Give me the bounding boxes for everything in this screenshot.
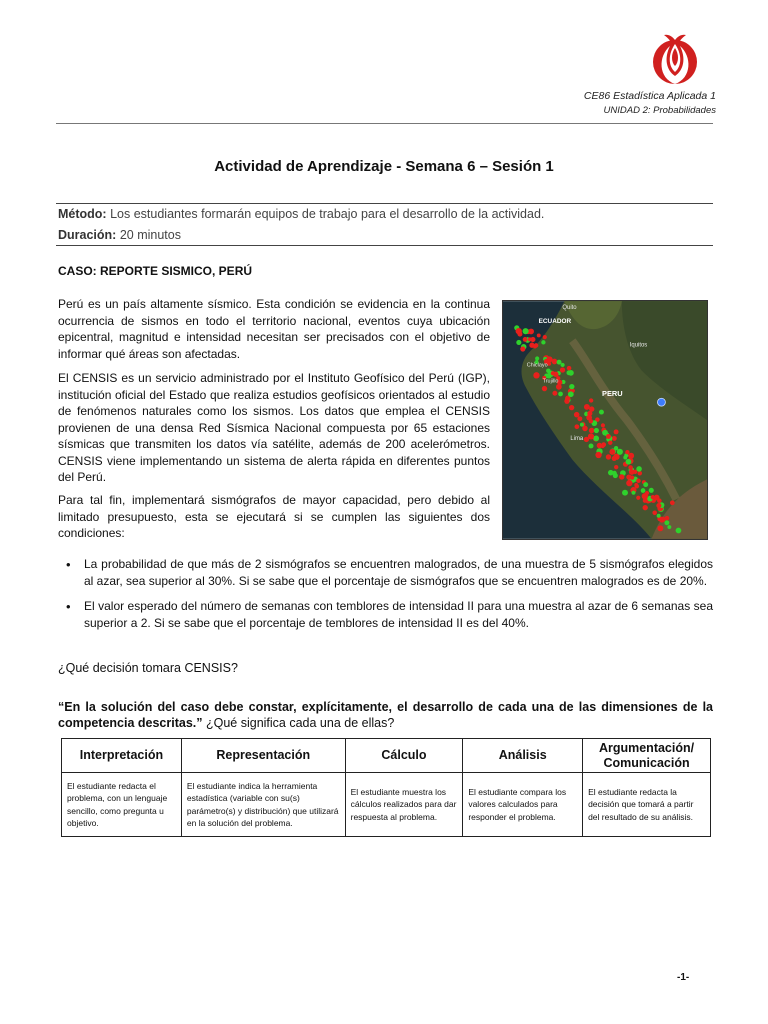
seismic-marker [523, 328, 529, 334]
header-divider [56, 123, 713, 124]
seismic-marker [566, 370, 571, 375]
seismic-marker [574, 412, 580, 418]
condition-item: • El valor esperado del número de semanas con temblores de intensidad II para una muestra al azar de 6 semanas sea superior a 2. Si se sabe que el porcentaje de temblores de intensidad II es del 40%. [58, 598, 713, 632]
seismic-marker [608, 470, 614, 476]
seismic-marker [594, 428, 599, 433]
seismic-marker [552, 391, 557, 396]
seismic-marker [541, 340, 545, 344]
seismic-marker [557, 360, 562, 365]
paragraph-conditions: Para tal fin, implementará sismógrafos de mayor capacidad, pero debido al limitado presupuesto, esta se ejecutará si se cumplen las siguientes dos condiciones: [58, 493, 490, 540]
seismic-marker [595, 452, 601, 458]
seismic-marker [623, 456, 627, 460]
seismic-marker [626, 459, 632, 465]
seismic-marker [561, 363, 565, 367]
case-title: CASO: REPORTE SISMICO, PERÚ [58, 264, 253, 278]
seismic-marker [614, 465, 618, 469]
seismic-marker [516, 340, 521, 345]
divider-top [56, 203, 713, 204]
seismic-marker [567, 366, 572, 371]
seismic-marker [589, 406, 594, 411]
map-label-peru: PERU [602, 389, 623, 399]
seismic-marker [643, 499, 647, 503]
seismic-marker [657, 514, 661, 518]
seismic-marker [542, 386, 547, 391]
quote-question: ¿Qué significa cada una de ellas? [202, 716, 395, 730]
map-label-lima: Lima [570, 435, 584, 442]
decision-question: ¿Qué decisión tomara CENSIS? [58, 661, 238, 675]
seismic-marker [626, 480, 632, 486]
map-blue-marker [657, 398, 665, 406]
seismic-marker [584, 404, 590, 410]
seismic-marker [631, 491, 635, 495]
course-name: CE86 Estadística Aplicada 1 [583, 90, 716, 102]
seismic-marker [558, 392, 563, 397]
seismic-marker [569, 384, 574, 389]
seismic-marker [643, 505, 648, 510]
map-label-iquitos: Iquitos [629, 342, 648, 349]
seismic-marker [654, 495, 660, 501]
divider-bottom [56, 245, 713, 246]
seismic-marker [659, 517, 665, 523]
map-label-trujillo: Trujillo [542, 378, 559, 385]
header-representacion: Representación [181, 739, 345, 773]
cell-interpretacion: El estudiante redacta el problema, con un lenguaje sencillo, como pregunta u objetivo. [62, 773, 182, 837]
seismic-marker [628, 453, 634, 459]
seismic-marker [574, 424, 579, 429]
competence-quote [58, 699, 713, 731]
seismic-marker [625, 450, 629, 454]
page-title: Actividad de Aprendizaje - Semana 6 – Sesión 1 [214, 158, 554, 175]
seismic-marker [535, 356, 539, 360]
seismic-marker [537, 333, 541, 337]
cell-analisis: El estudiante compara los valores calculados para responder el problema. [463, 773, 583, 837]
seismic-marker [614, 446, 618, 450]
table-row [62, 773, 711, 837]
seismic-marker [547, 356, 553, 362]
map-label-chiclayo: Chiclayo [526, 362, 548, 369]
paragraph-intro: Perú es un país altamente sísmico. Esta condición se evidencia en la continua ocurrencia de sismos en todo el territorio nacional, eventos cuya ubicación epicentral, magnitud e intensidad necesitan ser precisados con el objetivo de informar qué áreas son afectadas. [58, 297, 490, 361]
seismic-marker [560, 367, 565, 372]
conditions-list [58, 556, 713, 640]
quote-bold: “En la solución del caso debe constar, explícitamente, el desarrollo de cada una de las dimensiones de la competencia descritas.” [58, 700, 713, 730]
header-argumentacion: Argumentación/ Comunicación [583, 739, 711, 773]
seismic-map-image [502, 300, 708, 540]
seismic-marker [580, 423, 584, 427]
condition-item: • La probabilidad de que más de 2 sismógrafos se encuentren malogrados, de una muestra de 5 sismógrafos elegidos al azar, sea superior al 30%. Si se sabe que el porcentaje de sismógrafos que se encuentren malogrados es de 20%. [58, 556, 713, 590]
seismic-marker [636, 496, 640, 500]
seismic-marker [553, 372, 558, 377]
cell-calculo: El estudiante muestra los cálculos realizados para dar respuesta al problema. [345, 773, 463, 837]
seismic-marker [533, 372, 539, 378]
seismic-marker [664, 520, 669, 525]
seismic-marker [589, 443, 594, 448]
seismic-marker [641, 488, 646, 493]
seismic-marker [520, 346, 525, 351]
duration-label: Duración: [58, 228, 117, 242]
competence-table [61, 738, 711, 837]
seismic-marker [652, 511, 657, 516]
seismic-marker [577, 416, 582, 421]
seismic-marker [628, 465, 633, 470]
seismic-marker [629, 469, 635, 475]
seismic-marker [529, 343, 534, 348]
seismic-marker [612, 436, 617, 441]
seismic-marker [516, 328, 522, 334]
seismic-marker [637, 471, 642, 476]
seismic-marker [589, 398, 593, 402]
seismic-marker [643, 482, 648, 487]
header-calculo: Cálculo [345, 739, 463, 773]
upc-logo [650, 32, 700, 86]
seismic-marker [569, 405, 574, 410]
seismic-marker [568, 391, 574, 397]
method-label: Método: [58, 207, 107, 221]
seismic-marker [642, 493, 648, 499]
unit-name: UNIDAD 2: Probabilidades [603, 105, 716, 116]
seismic-marker [523, 337, 528, 342]
header-analisis: Análisis [463, 739, 583, 773]
cell-argumentacion: El estudiante redacta la decisión que tomará a partir del resultado de su análisis. [583, 773, 711, 837]
duration-value: 20 minutos [119, 228, 181, 242]
seismic-marker [614, 429, 619, 434]
method-value: Los estudiantes formarán equipos de trabajo para el desarrollo de la actividad. [110, 207, 545, 221]
seismic-marker [612, 456, 617, 461]
seismic-marker [528, 337, 532, 341]
page-number: -1- [677, 972, 690, 983]
seismic-marker [601, 423, 605, 427]
header-interpretacion: Interpretación [62, 739, 182, 773]
seismic-marker [543, 335, 547, 339]
seismic-marker [630, 476, 634, 480]
seismic-marker [599, 410, 604, 415]
seismic-marker [649, 488, 654, 493]
seismic-marker [582, 426, 588, 432]
seismic-marker [564, 399, 569, 404]
table-header-row [62, 739, 711, 773]
seismic-marker [601, 444, 605, 448]
seismic-marker [657, 525, 663, 531]
seismic-marker [622, 490, 628, 496]
seismic-marker [676, 528, 682, 534]
seismic-marker [588, 433, 594, 439]
seismic-marker [634, 483, 638, 487]
seismic-marker [609, 449, 615, 455]
map-label-ecuador: ECUADOR [538, 317, 572, 325]
seismic-marker [606, 454, 611, 459]
seismic-marker [619, 474, 624, 479]
seismic-marker [586, 415, 592, 421]
seismic-marker [613, 473, 618, 478]
seismic-marker [636, 479, 641, 484]
seismic-marker [593, 436, 599, 442]
duration-line [58, 228, 181, 242]
seismic-marker [670, 500, 675, 505]
method-line [58, 207, 544, 221]
seismic-marker [546, 369, 551, 374]
seismic-marker [608, 441, 612, 445]
seismic-marker [667, 525, 671, 529]
map-label-quito: Quito [562, 305, 577, 312]
seismic-marker [636, 466, 642, 472]
seismic-marker [606, 434, 611, 439]
seismic-marker [656, 503, 661, 508]
paragraph-censis: El CENSIS es un servicio administrado por el Instituto Geofísico del Perú (IGP), institución oficial del Estado que realiza estudios geofísicos orientados al estudio de fenómenos naturales como los sismos. Los datos que emplea el CENSIS provienen de una densa Red Sísmica Nacional compuesta por 65 estaciones sísmicas que transmiten los datos vía satélite, además de 200 acelerómetros. CENSIS viene implementando un sistema de alerta rápida en diferentes puntos del Perú. [58, 371, 490, 484]
seismic-marker [589, 428, 595, 434]
cell-representacion: El estudiante indica la herramienta estadística (variable con su(s) parámetro(s) y distribución) que utilizará en la solución del problema. [181, 773, 345, 837]
